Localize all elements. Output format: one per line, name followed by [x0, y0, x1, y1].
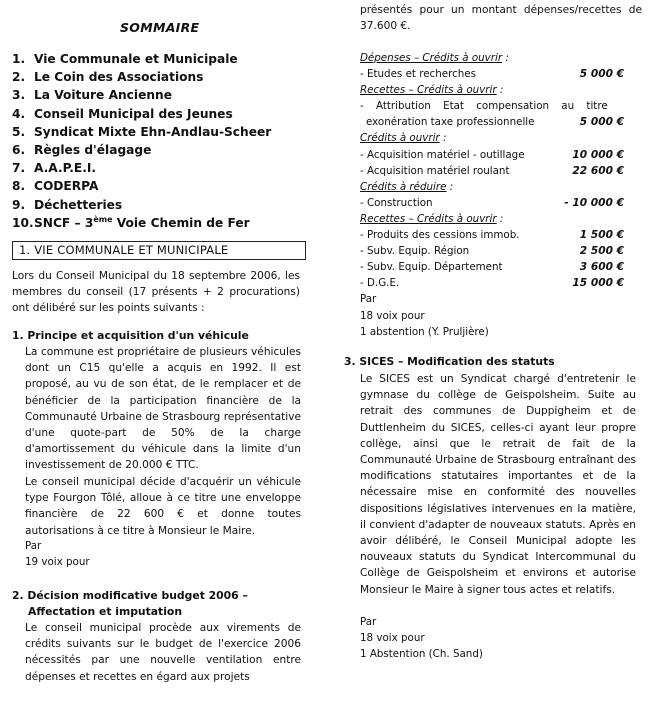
toc-item: 10.SNCF – 3ème Voie Chemin de Fer — [12, 214, 250, 230]
toc-item: 2. Le Coin des Associations — [12, 70, 204, 85]
sommaire-title: SOMMAIRE — [120, 20, 200, 35]
budget-row: - Acquisition matériel roulant 22 600 € — [360, 164, 624, 177]
table-of-contents — [12, 50, 271, 232]
point1-vote: 19 voix pour — [25, 556, 90, 568]
toc-item: 1. Vie Communale et Municipale — [12, 52, 238, 66]
toc-item: 9. Déchetteries — [12, 197, 123, 212]
point3-abstention: 1 Abstention (Ch. Sand) — [360, 648, 483, 660]
budget-row: - Construction - 10 000 € — [360, 196, 624, 209]
toc-item: 5. Syndicat Mixte Ehn-Andlau-Scheer — [12, 124, 272, 139]
budget-block-head: Dépenses – Crédits à ouvrir : — [360, 52, 509, 64]
point1-par: Par — [25, 540, 42, 552]
budget-block-head: Crédits à réduire : — [360, 180, 454, 193]
budget-row: - Produits des cessions immob. 1 500 € — [360, 229, 624, 242]
point2-vote: 18 voix pour — [360, 309, 425, 322]
toc-item: 6. Règles d'élagage — [12, 142, 152, 157]
budget-row: - Subv. Equip. Département 3 600 € — [360, 261, 624, 274]
point3-paragraph: Le SICES est un Syndicat chargé d'entretenir le gymnase du collège de Geispolsheim. Suite au retrait des communes de Duppigheim et de Duttlenheim du SICES, celles-ci ayant leur propre collège, ainsi que le retrait de fait de la Communauté Urbaine de Strasbourg entraînant des modifications statutaires importantes et de la nécessaire mise en conformité des nouvelles dispositions législatives intervenues en la matière, il convient d'adapter de nouveaux statuts. Après en avoir délibéré, le Conseil Municipal adopte les nouveaux statuts du Syndicat Intercommunal du Collège de Geispolsheim et environs et autorise Monsieur le Maire à signer tous actes et relatifs. — [360, 373, 636, 596]
point1-heading: 1. Principe et acquisition d'un véhicule — [12, 329, 249, 342]
point1-paragraph2: Le conseil municipal décide d'acquérir un véhicule type Fourgon Tôlé, alloue à ce titre une enveloppe financière de 22 600 € et donne toutes autorisations à ce titre à Monsieur le Maire. — [25, 476, 301, 537]
point2-paragraph: Le conseil municipal procède aux virements de crédits suivants sur le budget de l'exercice 2006 nécessités par une nouvelle ventilation entre dépenses et recettes en égard aux projets — [25, 622, 301, 683]
point2-par: Par — [360, 293, 377, 306]
point3-vote: 18 voix pour — [360, 632, 425, 644]
budget-row: - D.G.E. 15 000 € — [360, 277, 624, 290]
point3-heading: 3. SICES – Modification des statuts — [344, 355, 555, 368]
point1-paragraph1: La commune est propriétaire de plusieurs véhicules dont un C15 qu'elle a acquis en 1992. Il est proposé, au vu de son état, de le remplacer et de bénéficier de la participation financière de la Communauté Urbaine de Strasbourg représentative d'une quote-part de 50% de la charge d'amortissement du véhicule dans la limite d'un investissement de 20.000 € TTC. — [25, 346, 301, 472]
budget-row: - Subv. Equip. Région 2 500 € — [360, 245, 624, 258]
point2-continued: présentés pour un montant dépenses/recettes de 37.600 €. — [360, 4, 642, 33]
budget-row: - Acquisition matériel - outillage 10 000 € — [360, 148, 624, 161]
budget-row: exonération taxe professionnelle 5 000 € — [366, 116, 624, 129]
budget-block-head: Crédits à ouvrir : — [360, 132, 447, 145]
intro-paragraph: Lors du Conseil Municipal du 18 septembre 2006, les membres du conseil (17 présents + 2 procurations) ont délibéré sur les points suivants : — [12, 270, 300, 315]
budget-table — [360, 50, 642, 340]
budget-block-head: Recettes – Crédits à ouvrir : — [360, 212, 504, 225]
point2-heading-sub: Affectation et imputation — [28, 605, 183, 618]
point3-par: Par — [360, 616, 377, 628]
point2-heading: 2. Décision modificative budget 2006 – — [12, 589, 248, 602]
section-heading: 1. VIE COMMUNALE ET MUNICIPALE — [12, 241, 306, 260]
toc-item: 4. Conseil Municipal des Jeunes — [12, 106, 233, 121]
budget-row: - Attribution Etat compensation au titre — [360, 100, 608, 113]
toc-item: 3. La Voiture Ancienne — [12, 88, 172, 103]
budget-row: - Etudes et recherches 5 000 € — [360, 68, 624, 81]
toc-item: 8. CODERPA — [12, 179, 99, 194]
point2-abstention: 1 abstention (Y. Pruljière) — [360, 325, 489, 338]
budget-block-head: Recettes – Crédits à ouvrir : — [360, 84, 504, 97]
toc-item: 7. A.A.P.E.I. — [12, 161, 97, 176]
